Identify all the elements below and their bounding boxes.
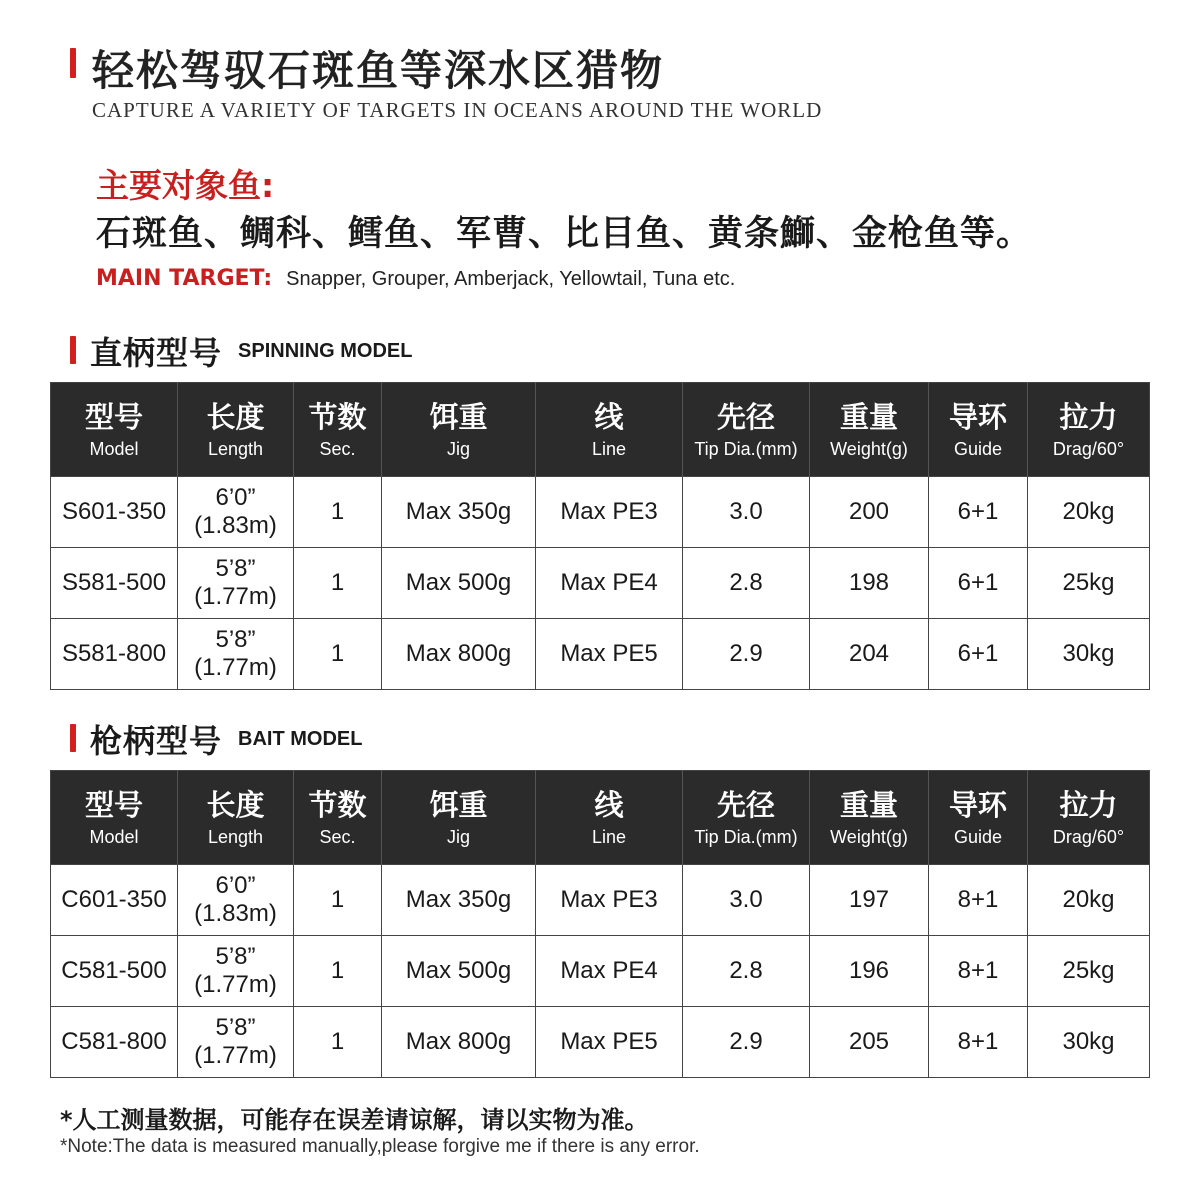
cell-weight: 198 — [810, 548, 929, 619]
cell-tip: 3.0 — [683, 865, 810, 936]
table-row — [51, 548, 1150, 619]
cell-sec: 1 — [294, 548, 382, 619]
cell-weight: 205 — [810, 1007, 929, 1078]
accent-bar — [70, 724, 76, 752]
cell-guide: 8+1 — [929, 865, 1028, 936]
column-header: 重量 Weight(g) — [810, 383, 929, 477]
note-zh: *人工测量数据，可能存在误差请谅解，请以实物为准。 — [60, 1106, 649, 1134]
column-header: 先径 Tip Dia.(mm) — [683, 771, 810, 865]
section-title-bait — [90, 716, 362, 762]
cell-drag: 30kg — [1028, 1007, 1150, 1078]
cell-jig: Max 500g — [382, 548, 536, 619]
cell-line: Max PE5 — [536, 1007, 683, 1078]
cell-weight: 197 — [810, 865, 929, 936]
cell-jig: Max 350g — [382, 865, 536, 936]
column-header: 导环 Guide — [929, 771, 1028, 865]
column-header: 型号 Model — [51, 383, 178, 477]
targets-en — [96, 266, 735, 291]
cell-model: C581-800 — [51, 1007, 178, 1078]
cell-weight: 196 — [810, 936, 929, 1007]
cell-guide: 8+1 — [929, 936, 1028, 1007]
targets-en-list: Snapper, Grouper, Amberjack, Yellowtail, Tuna etc. — [286, 268, 736, 290]
cell-drag: 20kg — [1028, 477, 1150, 548]
cell-length: 5’8” (1.77m) — [178, 548, 294, 619]
cell-jig: Max 500g — [382, 936, 536, 1007]
section-title-spinning — [90, 328, 412, 374]
cell-tip: 2.8 — [683, 936, 810, 1007]
cell-tip: 2.8 — [683, 548, 810, 619]
column-header: 线 Line — [536, 771, 683, 865]
cell-line: Max PE4 — [536, 548, 683, 619]
cell-guide: 6+1 — [929, 548, 1028, 619]
column-header: 重量 Weight(g) — [810, 771, 929, 865]
cell-length: 6’0” (1.83m) — [178, 865, 294, 936]
table-row — [51, 865, 1150, 936]
note-en: *Note:The data is measured manually,please forgive me if there is any error. — [60, 1136, 700, 1157]
cell-sec: 1 — [294, 619, 382, 690]
section-title-en: BAIT MODEL — [238, 727, 363, 750]
column-header: 饵重 Jig — [382, 771, 536, 865]
cell-guide: 6+1 — [929, 619, 1028, 690]
spinning-spec-table — [50, 382, 1150, 690]
table-row — [51, 619, 1150, 690]
page-title: 轻松驾驭石斑鱼等深水区猎物 — [92, 46, 665, 95]
column-header: 线 Line — [536, 383, 683, 477]
accent-bar — [70, 336, 76, 364]
column-header: 型号 Model — [51, 771, 178, 865]
cell-model: S601-350 — [51, 477, 178, 548]
cell-drag: 20kg — [1028, 865, 1150, 936]
column-header: 导环 Guide — [929, 383, 1028, 477]
cell-guide: 8+1 — [929, 1007, 1028, 1078]
cell-sec: 1 — [294, 936, 382, 1007]
cell-drag: 30kg — [1028, 619, 1150, 690]
cell-drag: 25kg — [1028, 936, 1150, 1007]
page-subtitle: CAPTURE A VARIETY OF TARGETS IN OCEANS AROUND THE WORLD — [92, 98, 823, 122]
cell-weight: 200 — [810, 477, 929, 548]
cell-line: Max PE5 — [536, 619, 683, 690]
cell-length: 6’0” (1.83m) — [178, 477, 294, 548]
cell-model: S581-800 — [51, 619, 178, 690]
cell-length: 5’8” (1.77m) — [178, 936, 294, 1007]
table-row — [51, 1007, 1150, 1078]
cell-jig: Max 800g — [382, 1007, 536, 1078]
cell-line: Max PE4 — [536, 936, 683, 1007]
targets-heading: 主要对象鱼: — [96, 166, 275, 205]
bait-spec-table — [50, 770, 1150, 1078]
column-header: 节数 Sec. — [294, 771, 382, 865]
cell-line: Max PE3 — [536, 865, 683, 936]
cell-length: 5’8” (1.77m) — [178, 619, 294, 690]
cell-tip: 3.0 — [683, 477, 810, 548]
cell-sec: 1 — [294, 477, 382, 548]
targets-list-zh: 石斑鱼、鲷科、鳕鱼、军曹、比目鱼、黄条鰤、金枪鱼等。 — [96, 214, 1033, 254]
cell-drag: 25kg — [1028, 548, 1150, 619]
cell-guide: 6+1 — [929, 477, 1028, 548]
column-header: 拉力 Drag/60° — [1028, 771, 1150, 865]
table-row — [51, 477, 1150, 548]
cell-sec: 1 — [294, 1007, 382, 1078]
section-title-zh: 枪柄型号 — [90, 722, 223, 760]
cell-jig: Max 350g — [382, 477, 536, 548]
cell-sec: 1 — [294, 865, 382, 936]
cell-tip: 2.9 — [683, 1007, 810, 1078]
cell-length: 5’8” (1.77m) — [178, 1007, 294, 1078]
cell-model: S581-500 — [51, 548, 178, 619]
accent-bar — [70, 48, 76, 78]
column-header: 节数 Sec. — [294, 383, 382, 477]
table-header-row — [51, 771, 1150, 865]
cell-model: C601-350 — [51, 865, 178, 936]
section-title-zh: 直柄型号 — [90, 334, 223, 372]
table-row — [51, 936, 1150, 1007]
column-header: 长度 Length — [178, 771, 294, 865]
targets-en-label: MAIN TARGET: — [96, 266, 273, 291]
cell-weight: 204 — [810, 619, 929, 690]
cell-jig: Max 800g — [382, 619, 536, 690]
column-header: 饵重 Jig — [382, 383, 536, 477]
column-header: 拉力 Drag/60° — [1028, 383, 1150, 477]
cell-tip: 2.9 — [683, 619, 810, 690]
cell-line: Max PE3 — [536, 477, 683, 548]
column-header: 长度 Length — [178, 383, 294, 477]
column-header: 先径 Tip Dia.(mm) — [683, 383, 810, 477]
table-header-row — [51, 383, 1150, 477]
section-title-en: SPINNING MODEL — [238, 339, 413, 362]
cell-model: C581-500 — [51, 936, 178, 1007]
